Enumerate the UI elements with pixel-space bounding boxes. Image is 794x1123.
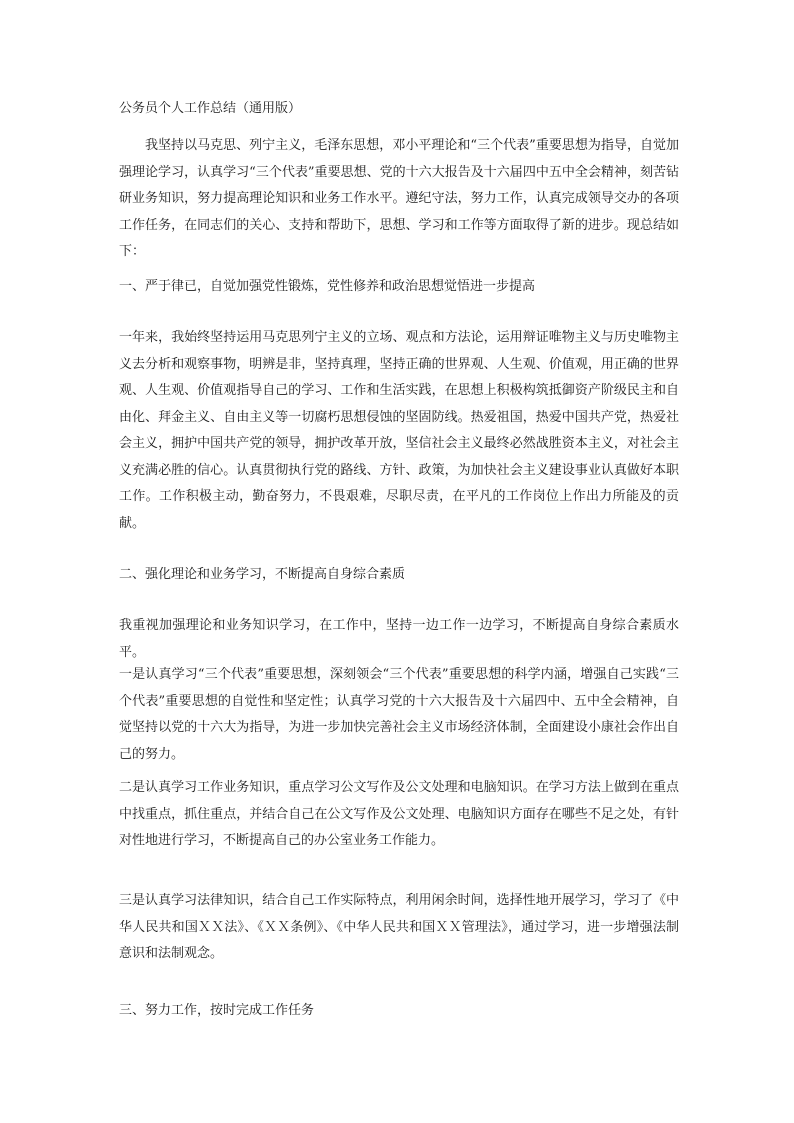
section-3-heading: 三、努力工作，按时完成工作任务 [119, 1003, 315, 1018]
section-2-point-1: 一是认真学习“三个代表”重要思想，深刻领会“三个代表”重要思想的科学内涵，增强自己实践“三个代表”重要思想的自觉性和坚定性；认真学习党的十六大报告及十六届四中、五中全会精神，自觉坚持以党的十六大为指导，为进一步加快完善社会主义市场经济体制，全面建设小康社会作出自己的努力。 [119, 667, 679, 762]
section-1-heading: 一、严于律已，自觉加强党性锻炼，党性修养和政治思想觉悟进一步提高 [119, 279, 536, 294]
section-2-lead: 我重视加强理论和业务知识学习，在工作中，坚持一边工作一边学习，不断提高自身综合素质水平。 [119, 618, 679, 660]
section-2-heading: 二、强化理论和业务学习，不断提高自身综合素质 [119, 567, 406, 582]
document-title: 公务员个人工作总结（通用版） [119, 101, 302, 116]
intro-paragraph: 我坚持以马克思、列宁主义，毛泽东思想，邓小平理论和“三个代表”重要思想为指导，自觉加强理论学习，认真学习“三个代表”重要思想、党的十六大报告及十六届四中五中全会精神，刻苦钻研业务知识，努力提高理论知识和业务工作水平。遵纪守法，努力工作，认真完成领导交办的各项工作任务，在同志们的关心、支持和帮助下，思想、学习和工作等方面取得了新的进步。现总结如下： [119, 138, 679, 259]
section-2-point-2: 二是认真学习工作业务知识，重点学习公文写作及公文处理和电脑知识。在学习方法上做到在重点中找重点，抓住重点，并结合自己在公文写作及公文处理、电脑知识方面存在哪些不足之处，有针对性地进行学习，不断提高自己的办公室业务工作能力。 [119, 780, 679, 848]
section-2-point-3: 三是认真学习法律知识，结合自己工作实际特点，利用闲余时间，选择性地开展学习，学习了《中华人民共和国ＸＸ法》、《ＸＸ条例》、《中华人民共和国ＸＸ管理法》，通过学习，进一步增强法制意识和法制观念。 [119, 893, 679, 961]
section-1-body: 一年来，我始终坚持运用马克思列宁主义的立场、观点和方法论，运用辩证唯物主义与历史唯物主义去分析和观察事物，明辨是非，坚持真理，坚持正确的世界观、人生观、价值观，用正确的世界观、人生观、价值观指导自己的学习、工作和生活实践，在思想上积极构筑抵御资产阶级民主和自由化、拜金主义、自由主义等一切腐朽思想侵蚀的坚固防线。热爱祖国，热爱中国共产党，热爱社会主义，拥护中国共产党的领导，拥护改革开放，坚信社会主义最终必然战胜资本主义，对社会主义充满必胜的信心。认真贯彻执行党的路线、方针、政策，为加快社会主义建设事业认真做好本职工作。工作积极主动，勤奋努力，不畏艰难，尽职尽责，在平凡的工作岗位上作出力所能及的贡献。 [119, 330, 679, 531]
